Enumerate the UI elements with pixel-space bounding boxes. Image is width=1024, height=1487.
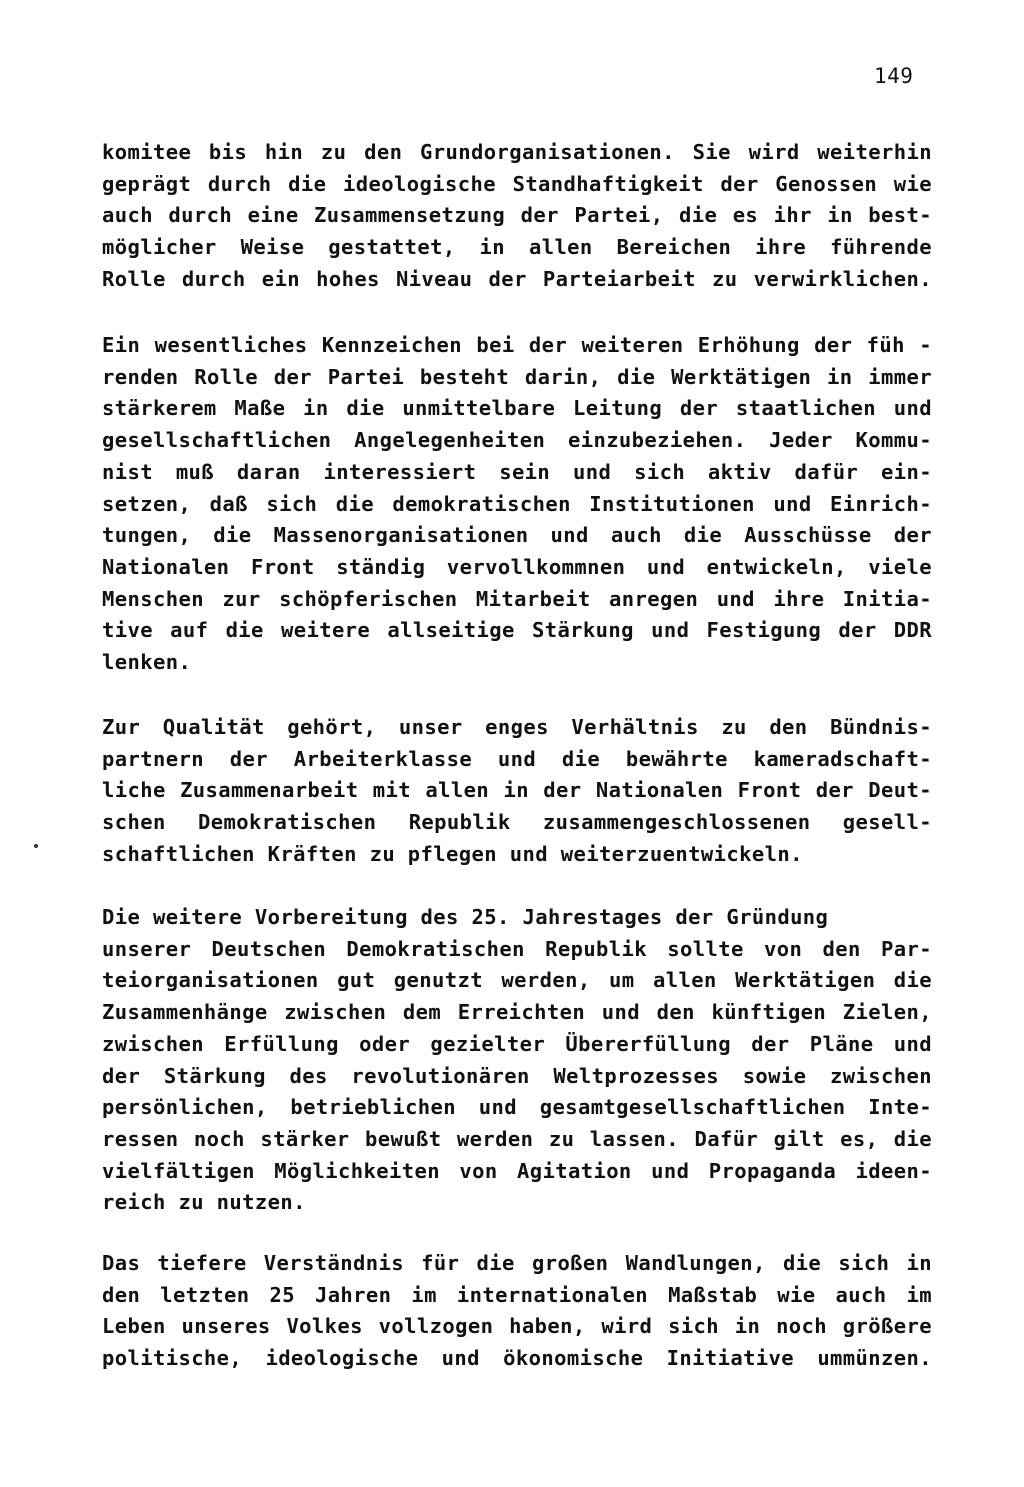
text-line: Das tiefere Verständnis für die großen Wandlungen, die sich in	[102, 1251, 932, 1275]
text-line: der Stärkung des revolutionären Weltprozesses sowie zwischen	[102, 1063, 932, 1088]
paragraph-2	[102, 330, 932, 679]
text-line: Zusammenhänge zwischen dem Erreichten und den künftigen Zielen,	[102, 1000, 932, 1025]
page-number: 149	[874, 64, 914, 88]
scan-speck-mark	[34, 844, 38, 848]
text-line: Rolle durch ein hohes Niveau der Parteiarbeit zu verwirklichen.	[102, 266, 932, 291]
text-line: Ein wesentliches Kennzeichen bei der weiteren Erhöhung der füh -	[102, 333, 932, 357]
paragraph-3	[102, 712, 932, 871]
text-line: Menschen zur schöpferischen Mitarbeit anregen und ihre Initia-	[102, 586, 932, 611]
text-line: Zur Qualität gehört, unser enges Verhältnis zu den Bündnis-	[102, 715, 932, 739]
text-line: nist muß daran interessiert sein und sich aktiv dafür ein-	[102, 459, 932, 484]
text-line: lenken.	[102, 650, 192, 675]
text-line: Die weitere Vorbereitung des 25. Jahrestages der Gründung	[102, 905, 829, 929]
text-line: gesellschaftlichen Angelegenheiten einzubeziehen. Jeder Kommu-	[102, 428, 932, 453]
text-line: schaftlichen Kräften zu pflegen und weiterzuentwickeln.	[102, 841, 803, 866]
paragraph-5	[102, 1248, 932, 1375]
text-line: auch durch eine Zusammensetzung der Partei, die es ihr in best-	[102, 203, 932, 228]
text-line: partnern der Arbeiterklasse und die bewährte kameradschaft-	[102, 746, 932, 771]
text-line: den letzten 25 Jahren im internationalen Maßstab wie auch im	[102, 1282, 932, 1307]
text-line: stärkerem Maße in die unmittelbare Leitung der staatlichen und	[102, 396, 932, 421]
text-line: zwischen Erfüllung oder gezielter Übererfüllung der Pläne und	[102, 1031, 932, 1056]
text-line: setzen, daß sich die demokratischen Institutionen und Einrich-	[102, 491, 932, 516]
paragraph-1	[102, 137, 932, 296]
text-line: persönlichen, betrieblichen und gesamtgesellschaftlichen Inte-	[102, 1095, 932, 1120]
text-line: schen Demokratischen Republik zusammengeschlossenen gesell-	[102, 810, 932, 835]
text-line: politische, ideologische und ökonomische Initiative ummünzen.	[102, 1346, 932, 1371]
text-line: Leben unseres Volkes vollzogen haben, wird sich in noch größere	[102, 1314, 932, 1339]
text-line: renden Rolle der Partei besteht darin, die Werktätigen in immer	[102, 364, 932, 389]
text-line: reich zu nutzen.	[102, 1190, 306, 1215]
text-line: unserer Deutschen Demokratischen Republik sollte von den Par-	[102, 936, 932, 961]
text-line: tungen, die Massenorganisationen und auch die Ausschüsse der	[102, 523, 932, 548]
text-line: tive auf die weitere allseitige Stärkung und Festigung der DDR	[102, 618, 932, 643]
paragraph-4	[102, 902, 932, 1219]
text-line: vielfältigen Möglichkeiten von Agitation und Propaganda ideen-	[102, 1158, 932, 1183]
text-line: möglicher Weise gestattet, in allen Bereichen ihre führende	[102, 235, 932, 260]
text-line: Nationalen Front ständig vervollkommnen und entwickeln, viele	[102, 554, 932, 579]
text-line: komitee bis hin zu den Grundorganisationen. Sie wird weiterhin	[102, 140, 932, 164]
text-line: teiorganisationen gut genutzt werden, um allen Werktätigen die	[102, 968, 932, 993]
text-line: ressen noch stärker bewußt werden zu lassen. Dafür gilt es, die	[102, 1126, 932, 1151]
text-line: liche Zusammenarbeit mit allen in der Nationalen Front der Deut-	[102, 778, 932, 803]
text-line: geprägt durch die ideologische Standhaftigkeit der Genossen wie	[102, 171, 932, 196]
